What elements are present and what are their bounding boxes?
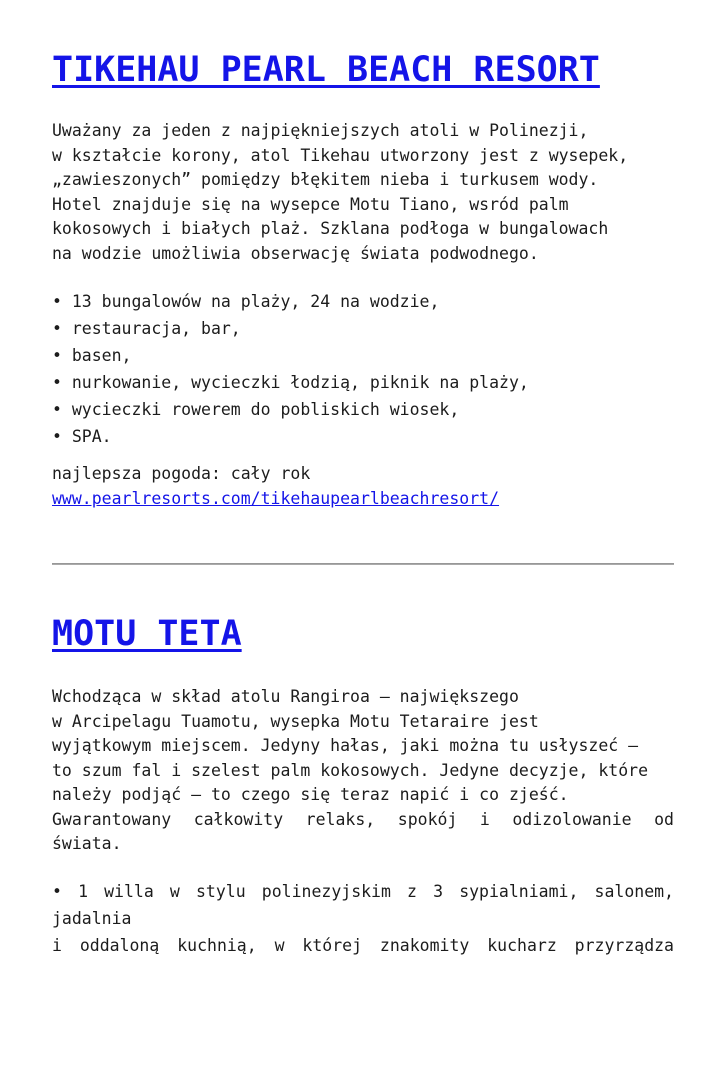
list-item: • 13 bungalowów na plaży, 24 na wodzie, [52,292,440,311]
paragraph-line: wyjątkowym miejscem. Jedyny hałas, jaki można tu usłyszeć — [52,736,639,755]
section-title-tikehau: TIKEHAU PEARL BEACH RESORT [52,50,600,90]
list-item: • nurkowanie, wycieczki łodzią, piknik na plaży, [52,373,529,392]
weather-note: najlepsza pogoda: cały rok [52,464,311,483]
paragraph-line: kokosowych i białych plaż. Szklana podłoga w bungalowach [52,219,609,238]
document-page [0,49,725,1073]
list-item: • basen, [52,346,132,365]
resort-website-link[interactable]: www.pearlresorts.com/tikehaupearlbeachresort/ [52,488,500,508]
list-item: i oddaloną kuchnią, w której znakomity kucharz przyrządza [52,935,674,955]
list-item: • wycieczki rowerem do pobliskich wiosek, [52,400,460,419]
list-item: • 1 willa w stylu polinezyjskim z 3 sypialniami, salonem, [52,881,674,901]
paragraph-line: świata. [52,834,122,853]
tikehau-bullet-list [52,288,674,450]
paragraph-line: Gwarantowany całkowity relaks, spokój i odizolowanie od [52,809,674,829]
section-divider [52,563,674,565]
motu-teta-bullet-list [52,878,674,959]
tikehau-intro-paragraph [52,119,674,266]
paragraph-line: w kształcie korony, atol Tikehau utworzony jest z wysepek, [52,145,629,165]
paragraph-line: Hotel znajduje się na wysepce Motu Tiano, wsród palm [52,194,569,214]
paragraph-line: należy podjąć — to czego się teraz napić i co zjeść. [52,785,569,804]
paragraph-line: w Arcipelagu Tuamotu, wysepka Motu Tetaraire jest [52,711,539,731]
list-item: • restauracja, bar, [52,319,241,338]
section-title-motu-teta: MOTU TETA [52,614,242,654]
paragraph-line: Wchodząca w skład atolu Rangiroa — największego [52,687,519,706]
list-item: • SPA. [52,427,112,446]
paragraph-line: na wodzie umożliwia obserwację świata podwodnego. [52,243,539,263]
paragraph-line: to szum fal i szelest palm kokosowych. Jedyne decyzje, które [52,760,649,780]
paragraph-line: „zawieszonych” pomiędzy błękitem nieba i turkusem wody. [52,170,599,189]
list-item: jadalnia [52,908,132,928]
motu-teta-intro-paragraph [52,685,674,857]
paragraph-line: Uważany za jeden z najpiękniejszych atoli w Polinezji, [52,121,589,140]
